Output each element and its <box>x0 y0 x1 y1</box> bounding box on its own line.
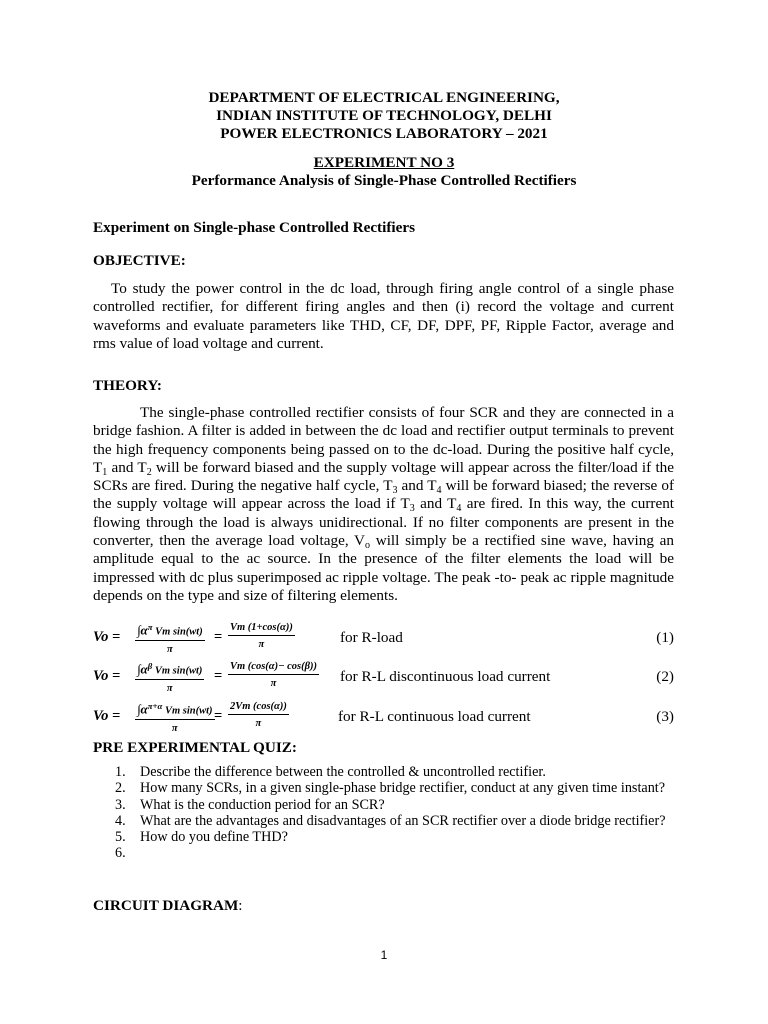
equation-description: for R-L continuous load current <box>338 708 531 725</box>
list-item: 6. <box>115 845 126 862</box>
equation-integral-fraction: $\frac{\int\alpha^\beta Vm \sin(wt)}{\pi}$ <box>137 661 203 694</box>
equation-2: Vo = $\frac{\int\alpha^\beta Vm \sin(wt)}{\pi}$ = $\frac{Vm (\cos(\alpha)- \cos(\beta))}{\pi}$ for R-L discontinuous load current (2) <box>93 661 674 694</box>
header-institute: INDIAN INSTITUTE OF TECHNOLOGY, DELHI <box>216 107 552 124</box>
list-item: 5. How do you define THD? <box>115 829 288 846</box>
list-item: 2. How many SCRs, in a given single-phase bridge rectifier, conduct at any given time instant? <box>115 780 666 797</box>
circuit-diagram-heading: CIRCUIT DIAGRAM: <box>93 897 243 914</box>
list-item: 1. Describe the difference between the controlled & uncontrolled rectifier. <box>115 764 546 780</box>
equation-lhs: Vo = <box>93 668 121 684</box>
equation-3: Vo = $\frac{\int\alpha^{\pi+\alpha} Vm \sin(wt)}{\pi}$ = $\frac{2Vm (\cos(\alpha))}{\pi}$ for R-L continuous load current (3) <box>93 701 674 734</box>
theory-paragraph: The single-phase controlled rectifier consists of four SCR and they are connected in a bridge fashion. A filter is added in between the dc load and rectifier output terminals to prevent the high frequency components being passed on to the dc-load. During the positive half cycle, $T_1$ and $T_2$ will be forward biased and the supply voltage will appear across the filter/load if the SCRs are fired. During the negative half cycle, $T_3$ and $T_4$ will be forward biased; the reverse of the supply voltage will appear across the load if $T_3$ and $T_4$ are fired. In this way, the current flowing through the load is always unidirectional. If no filter components are present in the converter, then the average load voltage, $V_o$ will simply be a rectified sine wave, having an amplitude equal to the ac source. In the presence of the filter elements the load will be impressed with dc plus superimposed ac ripple voltage. The peak -to- peak ac ripple magnitude depends on the type and size of filtering elements. <box>93 404 675 604</box>
list-item: 4. What are the advantages and disadvantages of an SCR rectifier over a diode bridge rectifier? <box>115 812 666 829</box>
objective-paragraph: To study the power control in the dc load, through firing angle control of a single phase controlled rectifier, for different firing angles and then (i) record the voltage and current waveforms and evaluate parameters like THD, CF, DF, DPF, PF, Ripple Factor, average and rms value of load voltage and current. <box>93 280 674 352</box>
equation-number: (1) <box>656 629 674 646</box>
quiz-list <box>115 764 675 862</box>
list-item: 3. What is the conduction period for an SCR? <box>115 796 385 813</box>
header-department: DEPARTMENT OF ELECTRICAL ENGINEERING, <box>208 89 560 106</box>
page-number: 1 <box>380 948 388 962</box>
equation-integral-fraction: $\frac{\int\alpha^{\pi+\alpha} Vm \sin(wt)}{\pi}$ <box>137 701 213 734</box>
experiment-number: EXPERIMENT NO 3 <box>313 154 455 171</box>
equation-result-fraction: $\frac{Vm (\cos(\alpha)- \cos(\beta))}{\pi}$ <box>230 661 317 689</box>
equation-number: (3) <box>656 708 674 725</box>
equation-description: for R-L discontinuous load current <box>340 668 551 685</box>
theory-heading: THEORY: <box>93 377 162 394</box>
equation-1: Vo = $\frac{\int\alpha^\pi Vm \sin(wt)}{\pi}$ = $\frac{Vm (1+\cos(\alpha))}{\pi}$ for R-load (1) <box>93 622 674 655</box>
equation-lhs: Vo = <box>93 629 121 645</box>
header-lab: POWER ELECTRONICS LABORATORY – 2021 <box>220 125 548 142</box>
equation-description: for R-load <box>340 629 403 646</box>
objective-heading: OBJECTIVE: <box>93 252 186 269</box>
equation-result-fraction: $\frac{Vm (1+\cos(\alpha))}{\pi}$ <box>230 622 293 650</box>
experiment-title: Performance Analysis of Single-Phase Controlled Rectifiers <box>191 172 577 189</box>
equation-result-fraction: $\frac{2Vm (\cos(\alpha))}{\pi}$ <box>230 701 287 729</box>
equation-integral-fraction: $\frac{\int\alpha^\pi Vm \sin(wt)}{\pi}$ <box>137 622 203 655</box>
equation-lhs: Vo = <box>93 708 121 724</box>
intro-heading: Experiment on Single-phase Controlled Rectifiers <box>93 219 416 236</box>
equation-number: (2) <box>656 668 674 685</box>
quiz-heading: PRE EXPERIMENTAL QUIZ: <box>93 739 297 756</box>
